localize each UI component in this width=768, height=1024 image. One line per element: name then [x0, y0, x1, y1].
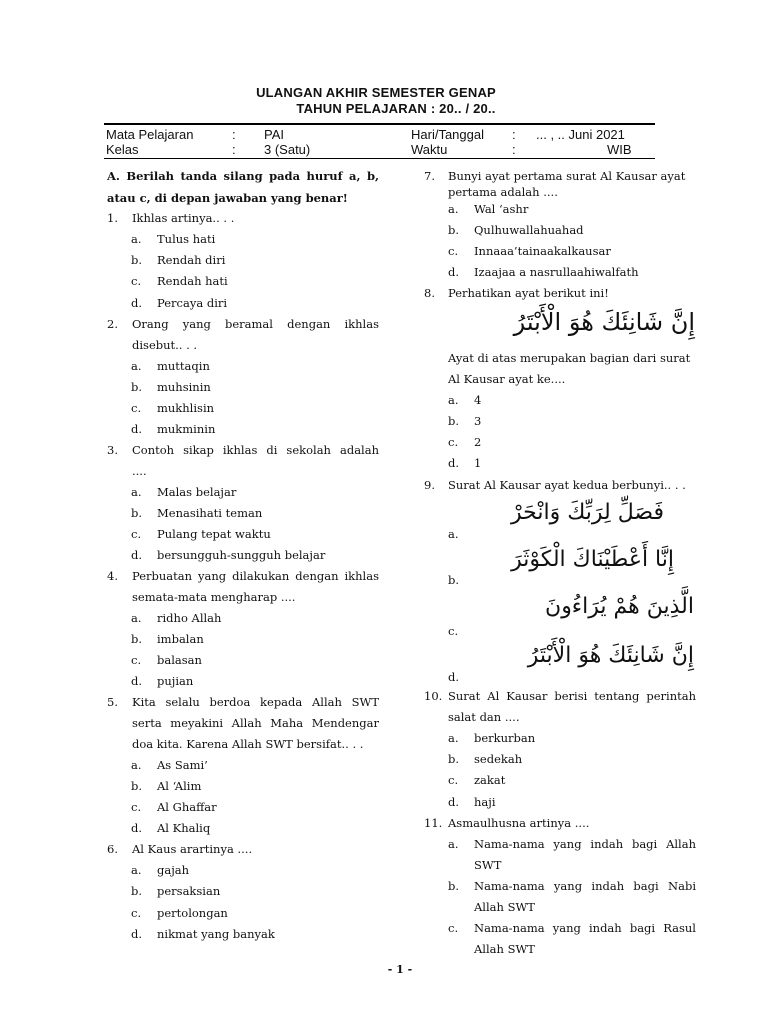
option-text: Rendah hati	[157, 274, 228, 288]
option-text: haji	[474, 795, 496, 809]
question-number: 5.	[107, 695, 118, 709]
option-letter: b.	[448, 879, 460, 893]
option-text: persaksian	[157, 884, 221, 898]
time-colon: :	[512, 142, 516, 157]
question-number: 4.	[107, 569, 118, 583]
option-letter: d.	[131, 422, 143, 436]
option-letter: b.	[131, 506, 143, 520]
date-value: ... , .. Juni 2021	[536, 127, 625, 142]
class-value: 3 (Satu)	[264, 142, 311, 157]
option-letter: c.	[448, 435, 459, 449]
option-text: imbalan	[157, 632, 204, 646]
option-text: Malas belajar	[157, 485, 237, 499]
question-text: Surat Al Kausar berisi tentang perintah	[448, 689, 696, 703]
question-text: Orang yang beramal dengan ikhlas	[132, 317, 379, 331]
option-text: Al ‘Alim	[157, 779, 202, 793]
question-text: Asmaulhusna artinya ....	[448, 816, 590, 830]
option-arabic: فَصَلِّ لِرَبِّكَ وَانْحَرْ	[511, 500, 664, 525]
date-colon: :	[512, 127, 516, 142]
question-text: Bunyi ayat pertama surat Al Kausar ayat	[448, 169, 686, 183]
option-text: 3	[474, 414, 482, 428]
option-letter: d.	[448, 670, 460, 684]
option-text: mukhlisin	[157, 401, 215, 415]
option-text: bersungguh-sungguh belajar	[157, 548, 326, 562]
option-letter: c.	[448, 773, 459, 787]
time-value: WIB	[607, 142, 632, 157]
option-letter: b.	[448, 752, 460, 766]
header-rule-top	[104, 123, 655, 125]
option-letter: a.	[131, 758, 142, 772]
option-text: mukminin	[157, 422, 216, 436]
option-text: Nama-nama yang indah bagi Nabi	[474, 879, 696, 893]
question-text: Perhatikan ayat berikut ini!	[448, 286, 609, 300]
option-text: pertolongan	[157, 906, 228, 920]
option-letter: a.	[448, 527, 459, 541]
option-letter: a.	[131, 485, 142, 499]
option-text: pujian	[157, 674, 194, 688]
question-text: Perbuatan yang dilakukan dengan ikhlas	[132, 569, 379, 583]
option-letter: b.	[448, 414, 460, 428]
option-letter: a.	[131, 863, 142, 877]
option-letter: d.	[131, 296, 143, 310]
option-letter: c.	[131, 274, 142, 288]
class-label: Kelas	[106, 142, 139, 157]
option-letter: d.	[131, 927, 143, 941]
option-letter: c.	[448, 921, 459, 935]
option-arabic: إِنَّا أَعْطَيْنَاكَ الْكَوْثَرَ	[511, 547, 674, 572]
option-letter: b.	[448, 223, 460, 237]
question-text: Ikhlas artinya.. . .	[132, 211, 235, 225]
option-letter: d.	[131, 548, 143, 562]
question-number: 9.	[424, 478, 435, 492]
option-letter: b.	[131, 253, 143, 267]
option-letter: b.	[448, 573, 460, 587]
option-letter: c.	[131, 906, 142, 920]
question-text-cont: Ayat di atas merupakan bagian dari surat	[448, 351, 691, 365]
option-text: Nama-nama yang indah bagi Allah	[474, 837, 696, 851]
option-letter: a.	[131, 232, 142, 246]
instruction-line-1: A. Berilah tanda silang pada huruf a, b,	[107, 169, 379, 183]
question-number: 3.	[107, 443, 118, 457]
option-text: Izaajaa a nasrullaahiwalfath	[474, 265, 639, 279]
option-letter: b.	[131, 632, 143, 646]
arabic-verse: إِنَّ شَانِئَكَ هُوَ الْأَبْتَرُ	[513, 308, 695, 336]
option-text: balasan	[157, 653, 202, 667]
option-text-cont: Allah SWT	[474, 942, 535, 956]
option-text: Al Ghaffar	[157, 800, 217, 814]
option-letter: a.	[448, 837, 459, 851]
option-text: ridho Allah	[157, 611, 222, 625]
option-letter: c.	[131, 800, 142, 814]
option-text: gajah	[157, 863, 190, 877]
option-letter: a.	[448, 202, 459, 216]
option-text: Rendah diri	[157, 253, 226, 267]
subject-colon: :	[232, 127, 236, 142]
option-text-cont: Allah SWT	[474, 900, 535, 914]
subject-label: Mata Pelajaran	[106, 127, 194, 142]
option-letter: c.	[131, 401, 142, 415]
question-text-cont: semata-mata mengharap ....	[132, 590, 296, 604]
option-text: zakat	[474, 773, 506, 787]
question-text-cont: doa kita. Karena Allah SWT bersifat.. . .	[132, 737, 364, 751]
time-label: Waktu	[411, 142, 448, 157]
subject-value: PAI	[264, 127, 284, 142]
option-letter: c.	[131, 653, 142, 667]
question-text: Surat Al Kausar ayat kedua berbunyi.. . .	[448, 478, 686, 492]
option-letter: d.	[448, 795, 460, 809]
option-text-cont: SWT	[474, 858, 502, 872]
option-text: nikmat yang banyak	[157, 927, 275, 941]
question-number: 7.	[424, 169, 435, 183]
option-letter: c.	[448, 624, 459, 638]
option-text: 4	[474, 393, 482, 407]
option-text: berkurban	[474, 731, 536, 745]
option-text: Innaaa’tainaakalkausar	[474, 244, 611, 258]
option-text: Al Khaliq	[157, 821, 211, 835]
date-label: Hari/Tanggal	[411, 127, 484, 142]
option-text: Percaya diri	[157, 296, 228, 310]
option-letter: b.	[131, 779, 143, 793]
option-letter: c.	[131, 527, 142, 541]
exam-subtitle: TAHUN PELAJARAN : 20.. / 20..	[296, 101, 496, 116]
option-letter: a.	[448, 393, 459, 407]
question-text: Contoh sikap ikhlas di sekolah adalah	[132, 443, 379, 457]
option-text: 2	[474, 435, 482, 449]
question-text-cont: serta meyakini Allah Maha Mendengar	[132, 716, 379, 730]
option-text: Wal ‘ashr	[474, 202, 529, 216]
option-text: 1	[474, 456, 482, 470]
option-letter: b.	[131, 884, 143, 898]
option-text: muhsinin	[157, 380, 211, 394]
option-arabic: الَّذِينَ هُمْ يُرَاءُونَ	[545, 594, 694, 619]
question-text: Kita selalu berdoa kepada Allah SWT	[132, 695, 379, 709]
question-text-cont: Al Kausar ayat ke....	[448, 372, 566, 386]
question-number: 10.	[424, 689, 443, 703]
option-letter: a.	[131, 611, 142, 625]
option-text: Nama-nama yang indah bagi Rasul	[474, 921, 696, 935]
question-number: 6.	[107, 842, 118, 856]
option-letter: a.	[448, 731, 459, 745]
question-number: 2.	[107, 317, 118, 331]
question-text-cont: disebut.. . .	[132, 338, 198, 352]
header-rule-bottom	[104, 158, 655, 159]
exam-title: ULANGAN AKHIR SEMESTER GENAP	[256, 85, 496, 100]
question-text: Al Kaus arartinya ....	[132, 842, 253, 856]
option-letter: d.	[131, 674, 143, 688]
option-text: As Sami’	[157, 758, 208, 772]
option-text: Tulus hati	[157, 232, 216, 246]
instruction-line-2: atau c, di depan jawaban yang benar!	[107, 191, 348, 205]
option-letter: d.	[448, 265, 460, 279]
option-text: sedekah	[474, 752, 523, 766]
question-number: 8.	[424, 286, 435, 300]
option-text: Menasihati teman	[157, 506, 263, 520]
question-text-cont: pertama adalah ....	[448, 185, 558, 199]
question-text-cont: salat dan ....	[448, 710, 520, 724]
option-text: Qulhuwallahuahad	[474, 223, 584, 237]
option-letter: b.	[131, 380, 143, 394]
page-number: - 1 -	[387, 963, 413, 976]
option-letter: a.	[131, 359, 142, 373]
question-number: 11.	[424, 816, 443, 830]
question-text-cont: ....	[132, 464, 147, 478]
question-number: 1.	[107, 211, 118, 225]
option-letter: d.	[448, 456, 460, 470]
option-letter: d.	[131, 821, 143, 835]
option-text: Pulang tepat waktu	[157, 527, 271, 541]
option-letter: c.	[448, 244, 459, 258]
class-colon: :	[232, 142, 236, 157]
option-text: muttaqin	[157, 359, 210, 373]
option-arabic: إِنَّ شَانِئَكَ هُوَ الْأَبْتَرُ	[527, 643, 694, 668]
